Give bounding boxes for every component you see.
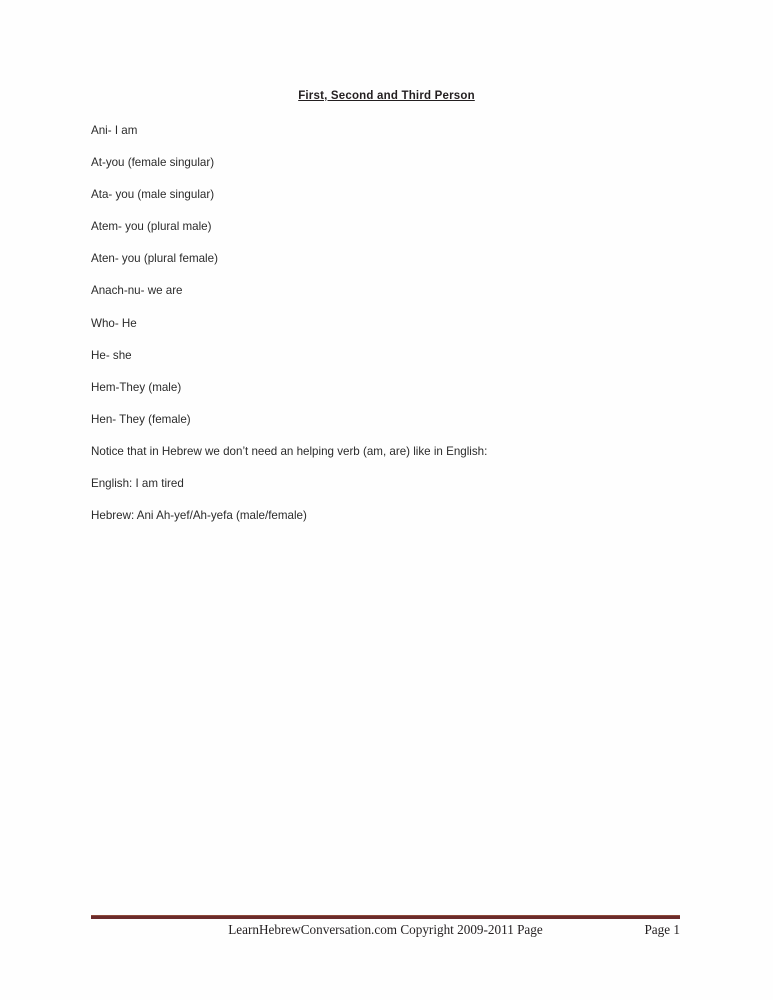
body-line: Ani- I am [91, 124, 138, 137]
body-line: At-you (female singular) [91, 156, 215, 170]
body-line: Atem- you (plural male) [91, 220, 212, 234]
body-line: Who- He [91, 316, 137, 330]
body-line: Hen- They (female) [91, 412, 191, 426]
body-line: Hem-They (male) [91, 380, 182, 394]
body-line: Anach-nu- we are [91, 284, 183, 298]
body-line: He- she [91, 348, 132, 362]
document-body [91, 124, 691, 541]
body-line: Ata- you (male singular) [91, 188, 215, 202]
body-line: Hebrew: Ani Ah-yef/Ah-yefa (male/female) [91, 509, 307, 523]
page-title: First, Second and Third Person [298, 90, 475, 102]
footer-copyright: LearnHebrewConversation.com Copyright 2009-2011 Page [228, 922, 543, 937]
footer-page-number: Page 1 [644, 922, 680, 937]
body-line: English: I am tired [91, 477, 184, 491]
body-line: Notice that in Hebrew we don’t need an helping verb (am, are) like in English: [91, 444, 488, 458]
body-line: Aten- you (plural female) [91, 252, 218, 266]
footer-divider [91, 915, 680, 919]
page-footer [91, 922, 680, 944]
